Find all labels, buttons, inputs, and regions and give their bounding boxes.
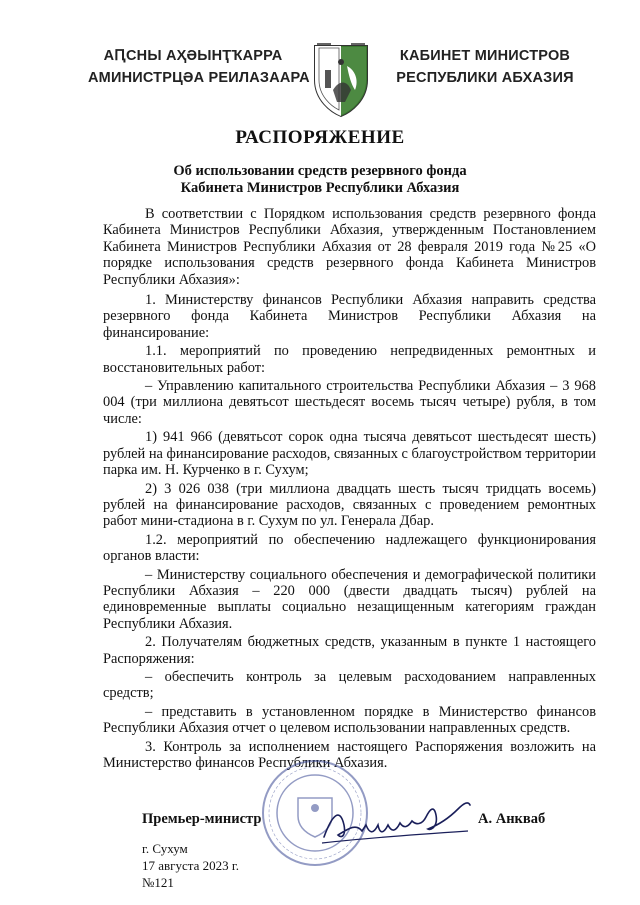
signatory-name: А. Анкваб <box>478 811 546 827</box>
coat-of-arms-icon <box>311 40 371 118</box>
header-abkhaz <box>88 45 310 89</box>
header-right-line: КАБИНЕТ МИНИСТРОВ <box>399 48 571 64</box>
paragraph-item-1: 1. Министерству финансов Республики Абхазия направить средства резервного фонда Кабинета Министров Республики Абхазия на финансирование: <box>103 292 596 341</box>
header-russian <box>385 45 585 89</box>
document-number: №121 <box>142 875 174 890</box>
place-city: г. Сухум <box>142 841 188 856</box>
document-title: РАСПОРЯЖЕНИЕ <box>235 127 405 148</box>
paragraph-subitem-2: 2) 3 026 038 (три миллиона двадцать шесть тысяч тридцать восемь) рублей на финансирование расходов, связанных с проведением ремонтных работ мини-стадиона в г. Сухум по ул. Генерала Дбар. <box>103 480 596 530</box>
paragraph-item-2: 2. Получателям бюджетных средств, указанным в пункте 1 настоящего Распоряжения: <box>103 634 596 667</box>
document-place-date <box>142 840 239 891</box>
subtitle-line: Об использовании средств резервного фонда <box>173 163 467 179</box>
paragraph-subitem-1: 1) 941 966 (девятьсот сорок одна тысяча девятьсот шестьдесят шесть) рублей на финансирование расходов, связанных с благоустройством территории парка им. Н. Курченко в г. Сухум; <box>103 429 596 479</box>
header-left-line: АМИНИСТРЦӘА РЕИЛАЗААРА <box>88 70 310 86</box>
paragraph-control: – обеспечить контроль за целевым расходованием направленных средств; <box>103 668 596 702</box>
paragraph-item-1-1: 1.1. мероприятий по проведению непредвиденных ремонтных и восстановительных работ: <box>103 343 596 376</box>
subtitle-line: Кабинета Министров Республики Абхазия <box>180 180 460 196</box>
document-body <box>103 206 596 773</box>
header-left-line: АԤСНЫ АҲӘЫНҬҠАРРА <box>103 48 283 64</box>
header-right-line: РЕСПУБЛИКИ АБХАЗИЯ <box>396 70 574 86</box>
handwritten-signature <box>318 795 478 850</box>
paragraph-report: – представить в установленном порядке в Министерство финансов Республики Абхазия отчет о целевом использовании направленных средств. <box>103 703 596 737</box>
paragraph-recipient-ucs: – Управлению капитального строительства Республики Абхазия – 3 968 004 (три миллиона девятьсот шестьдесят восемь тысяч четыре) рубля, в том числе: <box>103 378 596 427</box>
document-date: 17 августа 2023 г. <box>142 858 239 873</box>
paragraph-preamble: В соответствии с Порядком использования средств резервного фонда Кабинета Министров Республики Абхазия, утвержденным Постановлением Кабинета Министров Республики Абхазия от 28 февраля 2019 года №25 «О порядке использования средств резервного фонда Кабинета Министров Республики Абхазия»: <box>103 206 596 288</box>
paragraph-recipient-social: – Министерству социального обеспечения и демографической политики Республики Абхазия – 220 000 (двести двадцать тысяч) рублей на единовременные выплаты социально незащищенным категориям граждан Республики Абхазия. <box>103 566 596 632</box>
paragraph-item-3: 3. Контроль за исполнением настоящего Распоряжения возложить на Министерство финансов Республики Абхазия. <box>103 738 596 771</box>
signatory-title: Премьер-министр <box>142 811 262 827</box>
paragraph-item-1-2: 1.2. мероприятий по обеспечению надлежащего функционирования органов власти: <box>103 531 596 565</box>
document-subtitle <box>0 163 640 197</box>
